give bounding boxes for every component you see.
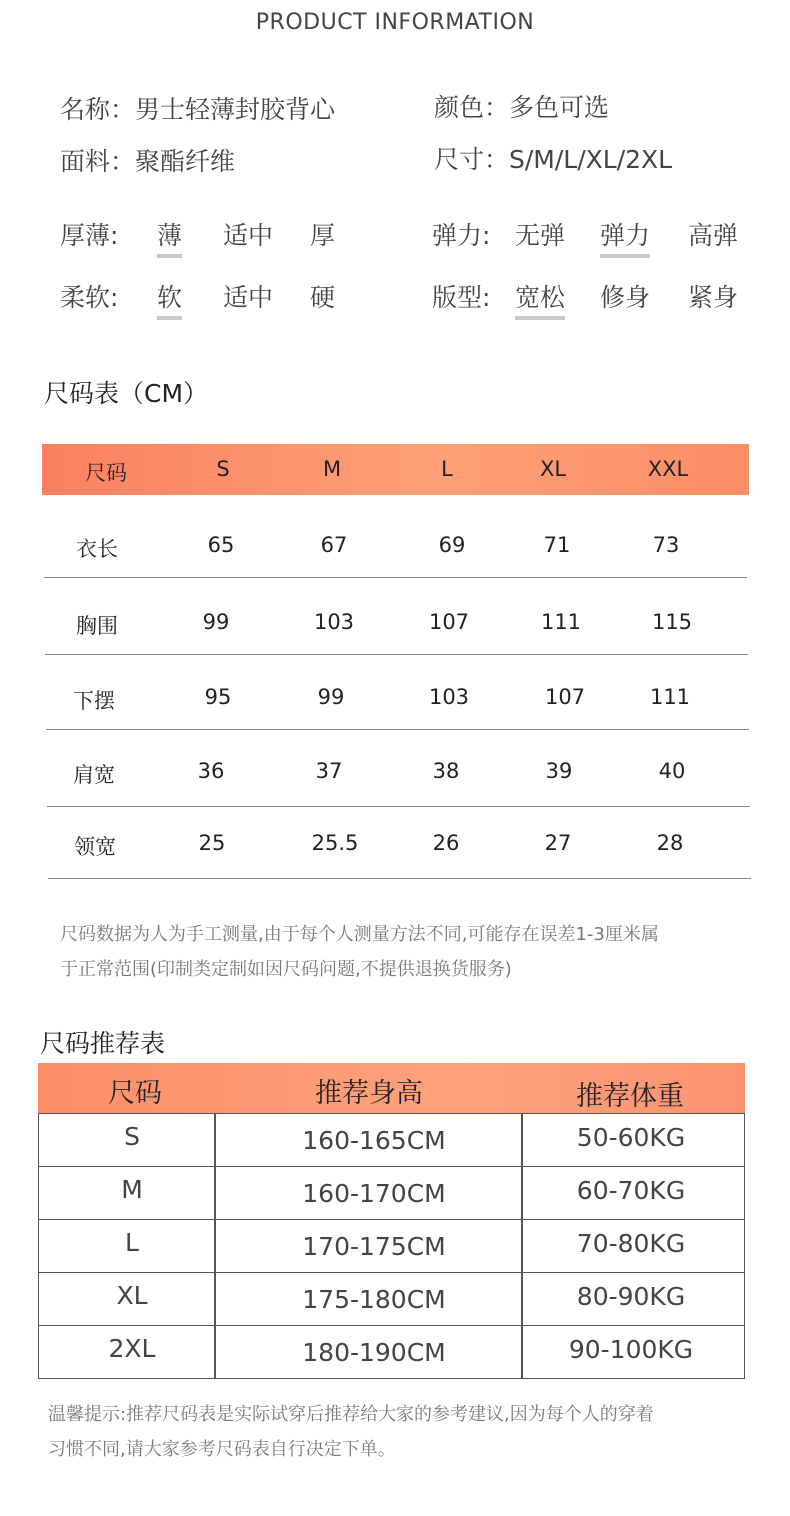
recommend-row xyxy=(39,1113,744,1166)
recommend-cell: S xyxy=(124,1122,140,1151)
recommend-cell: 180-190CM xyxy=(302,1338,446,1367)
size-chart-cell: 肩宽 xyxy=(73,763,115,787)
elasticity-option-none: 无弹 xyxy=(515,221,566,250)
recommend-cell: 175-180CM xyxy=(302,1285,446,1314)
recommend-cell: L xyxy=(125,1228,139,1257)
softness-label: 柔软: xyxy=(60,283,119,312)
size-chart-cell: 衣长 xyxy=(76,537,118,561)
size-chart-header-cell: XXL xyxy=(647,457,689,481)
size-chart-cell: 38 xyxy=(432,759,460,783)
size-chart-header-cell: 尺码 xyxy=(85,461,127,485)
recommend-header-cell: 尺码 xyxy=(108,1078,162,1109)
size-chart-divider xyxy=(47,806,750,807)
page-title: PRODUCT INFORMATION xyxy=(255,10,535,35)
size-chart-cell: 71 xyxy=(543,533,571,557)
size-chart-divider xyxy=(44,577,747,578)
size-chart-cell: 27 xyxy=(544,831,572,855)
fit-option-slim: 修身 xyxy=(600,283,651,312)
size-chart-divider xyxy=(45,654,748,655)
size-chart-cell: 111 xyxy=(649,685,691,709)
thickness-label: 厚薄: xyxy=(60,221,119,250)
recommend-cell: 170-175CM xyxy=(302,1232,446,1261)
recommend-header-cell: 推荐身高 xyxy=(315,1078,423,1109)
size-chart-cell: 103 xyxy=(428,685,470,709)
size-chart-cell: 下摆 xyxy=(73,689,115,713)
softness-option-hard: 硬 xyxy=(310,283,336,312)
recommend-cell: XL xyxy=(116,1281,148,1310)
tip-line1: 温馨提示:推荐尺码表是实际试穿后推荐给大家的参考建议,因为每个人的穿着 xyxy=(48,1404,654,1425)
recommend-cell: 160-165CM xyxy=(302,1126,446,1155)
size-chart-cell: 36 xyxy=(197,759,225,783)
softness-option-medium: 适中 xyxy=(223,283,274,312)
size-chart-row xyxy=(0,831,790,859)
recommend-cell: 70-80KG xyxy=(576,1229,686,1258)
size-chart-cell: 28 xyxy=(656,831,684,855)
size-chart-row xyxy=(0,759,790,787)
recommend-cell: 90-100KG xyxy=(568,1335,694,1364)
fit-option-tight: 紧身 xyxy=(688,283,739,312)
thickness-option-thin: 薄 xyxy=(157,216,182,258)
size-chart-cell: 69 xyxy=(438,533,466,557)
recommend-cell: M xyxy=(121,1175,143,1204)
recommend-table-body xyxy=(38,1113,745,1379)
size-chart-title: 尺码表（CM） xyxy=(44,379,209,408)
recommend-table-header xyxy=(38,1063,745,1113)
size-chart-cell: 99 xyxy=(317,685,345,709)
size-chart-cell: 107 xyxy=(428,610,470,634)
recommend-cell: 60-70KG xyxy=(576,1176,686,1205)
size-chart-header xyxy=(42,444,749,495)
recommend-row xyxy=(39,1166,744,1219)
recommend-row xyxy=(39,1325,744,1378)
size-chart-cell: 25 xyxy=(198,831,226,855)
size-chart-cell: 胸围 xyxy=(76,614,118,638)
recommend-cell: 50-60KG xyxy=(576,1123,686,1152)
thickness-option-medium: 适中 xyxy=(223,221,274,250)
recommend-row xyxy=(39,1272,744,1325)
size-chart-cell: 115 xyxy=(651,610,693,634)
size-chart-cell: 领宽 xyxy=(74,835,116,859)
fit-label: 版型: xyxy=(432,283,491,312)
size-chart-divider xyxy=(48,878,751,879)
size-chart-row xyxy=(0,685,790,713)
size-chart-cell: 99 xyxy=(202,610,230,634)
size-chart-row xyxy=(0,610,790,638)
size-chart-header-cell: XL xyxy=(539,457,567,481)
fit-option-loose: 宽松 xyxy=(515,278,565,320)
tip-line2: 习惯不同,请大家参考尺码表自行决定下单。 xyxy=(48,1439,396,1460)
size-chart-cell: 73 xyxy=(652,533,680,557)
softness-option-soft: 软 xyxy=(157,278,182,320)
product-fabric: 面料：聚酯纤维 xyxy=(60,147,236,176)
size-chart-header-cell: L xyxy=(441,457,453,481)
size-chart-cell: 25.5 xyxy=(311,831,359,855)
product-name: 名称：男士轻薄封胶背心 xyxy=(60,95,336,124)
recommend-cell: 2XL xyxy=(108,1334,156,1363)
size-chart-header-cell: M xyxy=(322,457,342,481)
size-chart-cell: 37 xyxy=(315,759,343,783)
size-chart-header-cell: S xyxy=(216,457,230,481)
size-chart-cell: 40 xyxy=(658,759,686,783)
size-chart-cell: 103 xyxy=(313,610,355,634)
elasticity-option-high: 高弹 xyxy=(688,221,739,250)
recommend-cell: 160-170CM xyxy=(302,1179,446,1208)
recommend-chart-title: 尺码推荐表 xyxy=(40,1029,166,1058)
size-chart-cell: 107 xyxy=(544,685,586,709)
size-chart-cell: 111 xyxy=(540,610,582,634)
size-chart-cell: 95 xyxy=(204,685,232,709)
size-chart-divider xyxy=(46,729,749,730)
recommend-table xyxy=(38,1063,745,1379)
product-color: 颜色：多色可选 xyxy=(434,93,610,122)
size-chart-cell: 26 xyxy=(432,831,460,855)
recommend-header-cell: 推荐体重 xyxy=(576,1081,684,1112)
size-chart-cell: 67 xyxy=(320,533,348,557)
size-chart-note-line2: 于正常范围(印制类定制如因尺码问题,不提供退换货服务) xyxy=(60,959,512,980)
elasticity-label: 弹力: xyxy=(432,221,491,250)
size-chart-cell: 65 xyxy=(207,533,235,557)
thickness-option-thick: 厚 xyxy=(310,221,336,250)
recommend-row xyxy=(39,1219,744,1272)
recommend-cell: 80-90KG xyxy=(576,1282,686,1311)
size-chart-cell: 39 xyxy=(545,759,573,783)
product-size: 尺寸：S/M/L/XL/2XL xyxy=(434,145,673,174)
size-chart-row xyxy=(0,533,790,561)
elasticity-option-stretch: 弹力 xyxy=(600,216,650,258)
size-chart-note-line1: 尺码数据为人为手工测量,由于每个人测量方法不同,可能存在误差1-3厘米属 xyxy=(60,924,659,945)
